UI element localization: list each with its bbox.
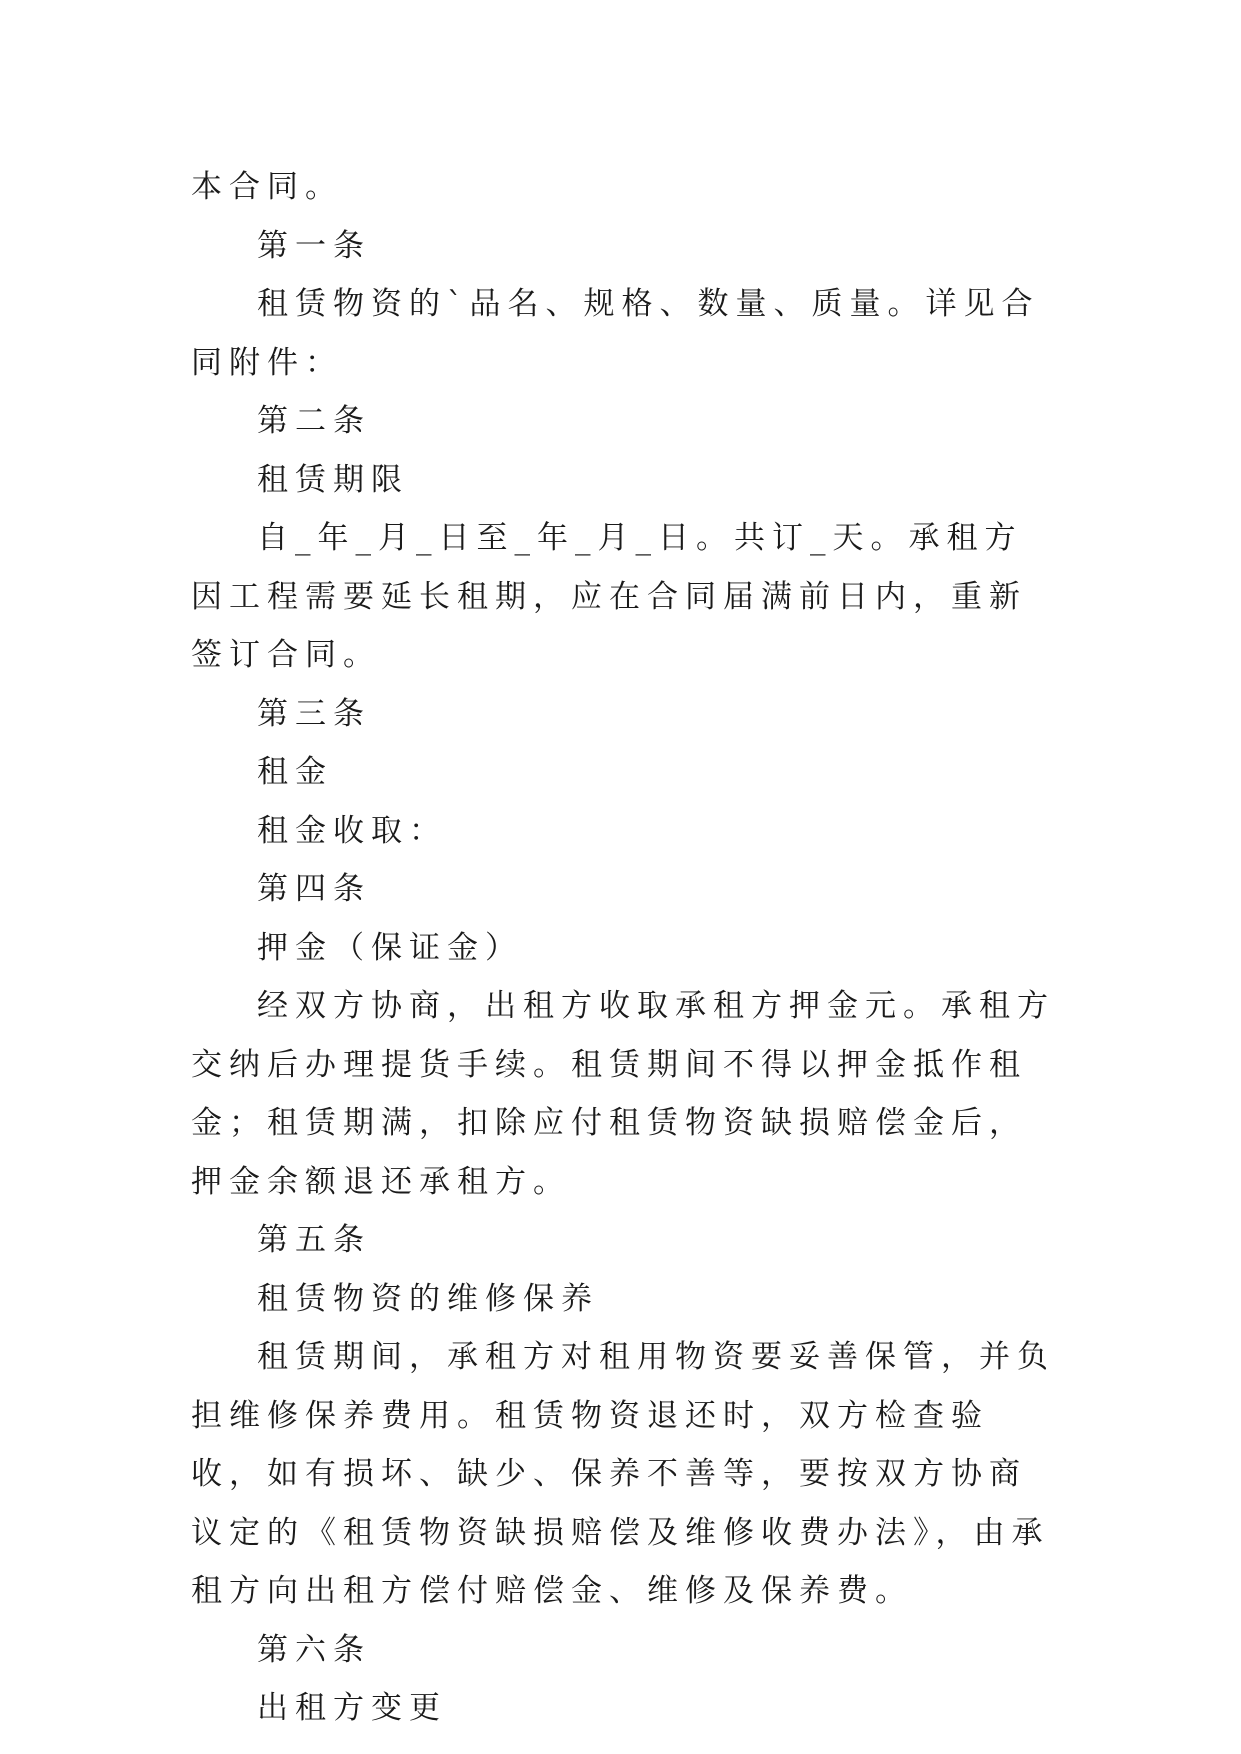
- article-4-body: 经双方协商，出租方收取承租方押金元。承租方交纳后办理提货手续。租赁期间不得以押金抵作租金；租赁期满，扣除应付租赁物资缺损赔偿金后，押金余额退还承租方。: [191, 988, 1055, 1200]
- article-3-heading: 第三条: [257, 695, 371, 732]
- article-5-title: 租赁物资的维修保养: [257, 1280, 599, 1317]
- article-1-body: 租赁物资的`品名、规格、数量、质量。详见合同附件：: [191, 286, 1040, 381]
- article-1-heading: 第一条: [257, 227, 371, 264]
- article-5-heading: 第五条: [257, 1222, 371, 1258]
- article-3-title: 租金: [257, 754, 333, 790]
- document-page: [191, 158, 1057, 1738]
- article-6-heading: 第六条: [257, 1631, 371, 1668]
- article-2-body: 自_年_月_日至_年_月_日。共订_天。承租方因工程需要延长租期，应在合同届满前日内，重新签订合同。: [191, 520, 1027, 673]
- article-2-title: 租赁期限: [257, 461, 409, 498]
- article-2-heading: 第二条: [257, 403, 371, 439]
- article-6-title: 出租方变更: [257, 1690, 447, 1726]
- article-4-title: 押金（保证金）: [257, 929, 523, 966]
- article-5-body: 租赁期间，承租方对租用物资要妥善保管，并负担维修保养费用。租赁物资退还时，双方检查验收，如有损坏、缺少、保养不善等，要按双方协商议定的《租赁物资缺损赔偿及维修收费办法》，由承租方向出租方偿付赔偿金、维修及保养费。: [191, 1339, 1055, 1609]
- paragraph-continuation: 本合同。: [191, 169, 343, 205]
- article-4-heading: 第四条: [257, 871, 371, 907]
- article-3-body: 租金收取：: [257, 812, 447, 849]
